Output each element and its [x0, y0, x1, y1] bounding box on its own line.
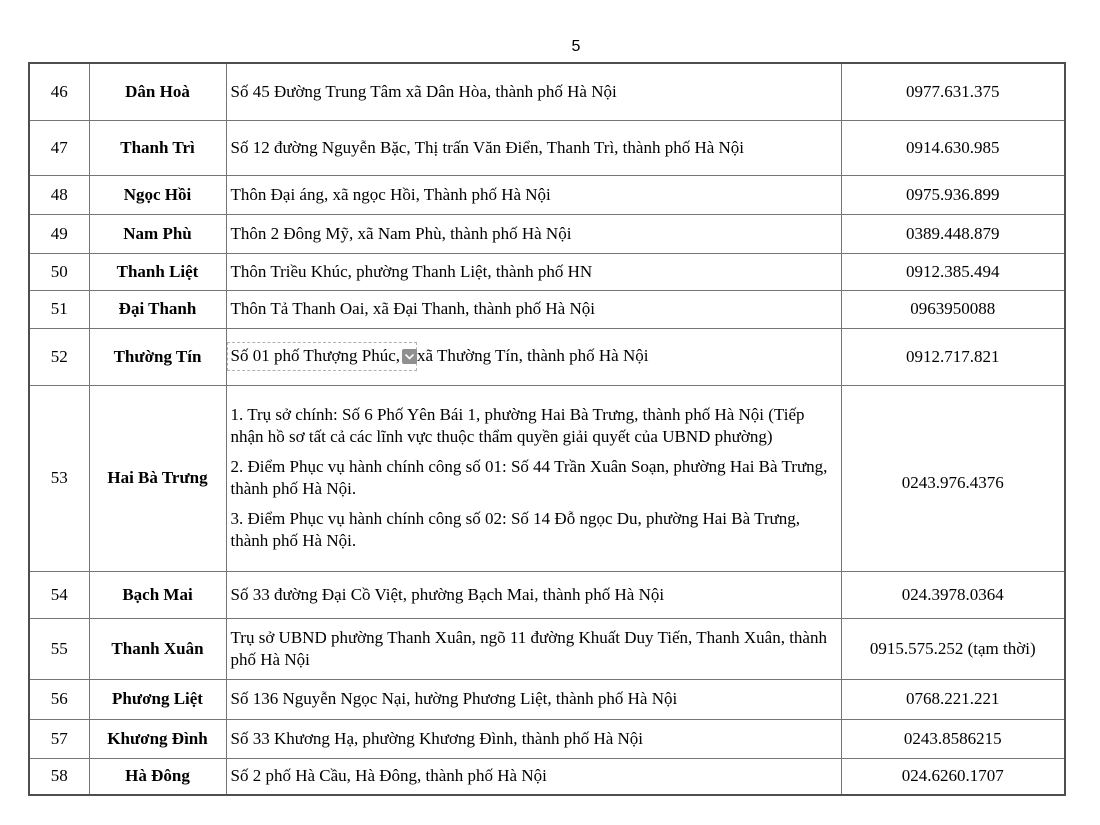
row-number-cell: 56: [29, 679, 89, 719]
ward-name-cell: Bạch Mai: [89, 571, 226, 618]
table-row: [29, 290, 1065, 328]
table-row: [29, 328, 1065, 385]
content-control-text: Số 01 phố Thượng Phúc,: [230, 346, 400, 365]
ward-name-cell: Thanh Xuân: [89, 618, 226, 679]
row-number-cell: 50: [29, 253, 89, 290]
address-cell: Số 12 đường Nguyễn Bặc, Thị trấn Văn Điển, Thanh Trì, thành phố Hà Nội: [226, 120, 841, 175]
phone-cell: 0915.575.252 (tạm thời): [841, 618, 1065, 679]
ward-name-cell: Phương Liệt: [89, 679, 226, 719]
table-row: [29, 571, 1065, 618]
row-number-cell: 46: [29, 63, 89, 120]
ward-name-cell: Dân Hoà: [89, 63, 226, 120]
ward-name-cell: Ngọc Hồi: [89, 175, 226, 214]
contact-table: [28, 62, 1066, 796]
table-row: [29, 175, 1065, 214]
row-number-cell: 53: [29, 385, 89, 571]
row-number-cell: 47: [29, 120, 89, 175]
table-row: [29, 253, 1065, 290]
address-text: xã Thường Tín, thành phố Hà Nội: [417, 346, 649, 365]
row-number-cell: 55: [29, 618, 89, 679]
table-row: [29, 618, 1065, 679]
ward-name-cell: Thanh Trì: [89, 120, 226, 175]
phone-cell: 0977.631.375: [841, 63, 1065, 120]
ward-name-cell: Đại Thanh: [89, 290, 226, 328]
address-cell: Thôn Tả Thanh Oai, xã Đại Thanh, thành phố Hà Nội: [226, 290, 841, 328]
page-number: 5: [571, 38, 581, 55]
address-cell: Trụ sở UBND phường Thanh Xuân, ngõ 11 đường Khuất Duy Tiến, Thanh Xuân, thành phố Hà Nội: [226, 618, 841, 679]
table-row: [29, 120, 1065, 175]
address-paragraph: 3. Điểm Phục vụ hành chính công số 02: Số 14 Đỗ ngọc Du, phường Hai Bà Trưng, thành phố Hà Nội.: [230, 509, 801, 550]
phone-cell: 0243.976.4376: [841, 385, 1065, 571]
ward-name-cell: Thường Tín: [89, 328, 226, 385]
phone-cell: 0912.385.494: [841, 253, 1065, 290]
address-cell: [226, 328, 841, 385]
row-number-cell: 49: [29, 214, 89, 253]
row-number-cell: 57: [29, 719, 89, 758]
ward-name-cell: Nam Phù: [89, 214, 226, 253]
table-row: [29, 758, 1065, 795]
table-row: [29, 719, 1065, 758]
phone-cell: 0914.630.985: [841, 120, 1065, 175]
address-cell: Thôn Đại áng, xã ngọc Hồi, Thành phố Hà Nội: [226, 175, 841, 214]
address-cell: Số 33 Khương Hạ, phường Khương Đình, thành phố Hà Nội: [226, 719, 841, 758]
phone-cell: 024.3978.0364: [841, 571, 1065, 618]
address-cell: Số 2 phố Hà Cầu, Hà Đông, thành phố Hà Nội: [226, 758, 841, 795]
table-row: [29, 214, 1065, 253]
table-row: [29, 385, 1065, 571]
phone-cell: 0768.221.221: [841, 679, 1065, 719]
ward-name-cell: Khương Đình: [89, 719, 226, 758]
phone-cell: 0243.8586215: [841, 719, 1065, 758]
phone-cell: 024.6260.1707: [841, 758, 1065, 795]
table-body: [29, 63, 1065, 795]
phone-cell: 0975.936.899: [841, 175, 1065, 214]
ward-name-cell: Hai Bà Trưng: [89, 385, 226, 571]
ward-name-cell: Hà Đông: [89, 758, 226, 795]
row-number-cell: 58: [29, 758, 89, 795]
address-cell: Thôn 2 Đông Mỹ, xã Nam Phù, thành phố Hà Nội: [226, 214, 841, 253]
row-number-cell: 52: [29, 328, 89, 385]
phone-cell: 0963950088: [841, 290, 1065, 328]
phone-cell: 0389.448.879: [841, 214, 1065, 253]
row-number-cell: 48: [29, 175, 89, 214]
address-paragraph: 1. Trụ sở chính: Số 6 Phố Yên Bái 1, phường Hai Bà Trưng, thành phố Hà Nội (Tiếp nhận hồ sơ tất cả các lĩnh vực thuộc thẩm quyền giải quyết của UBND phường): [230, 405, 805, 446]
chevron-down-glyph: [405, 354, 414, 360]
ward-name-cell: Thanh Liệt: [89, 253, 226, 290]
address-cell: Số 136 Nguyễn Ngọc Nại, hường Phương Liệt, thành phố Hà Nội: [226, 679, 841, 719]
row-number-cell: 51: [29, 290, 89, 328]
address-paragraph: 2. Điểm Phục vụ hành chính công số 01: Số 44 Trần Xuân Soạn, phường Hai Bà Trưng, thành phố Hà Nội.: [230, 457, 828, 498]
phone-cell: 0912.717.821: [841, 328, 1065, 385]
content-control[interactable]: [227, 342, 418, 371]
table-row: [29, 679, 1065, 719]
row-number-cell: 54: [29, 571, 89, 618]
address-cell: Số 45 Đường Trung Tâm xã Dân Hòa, thành phố Hà Nội: [226, 63, 841, 120]
address-cell: [226, 385, 841, 571]
table-row: [29, 63, 1065, 120]
address-cell: Số 33 đường Đại Cồ Việt, phường Bạch Mai, thành phố Hà Nội: [226, 571, 841, 618]
address-cell: Thôn Triều Khúc, phường Thanh Liệt, thành phố HN: [226, 253, 841, 290]
chevron-down-icon[interactable]: [402, 349, 417, 364]
